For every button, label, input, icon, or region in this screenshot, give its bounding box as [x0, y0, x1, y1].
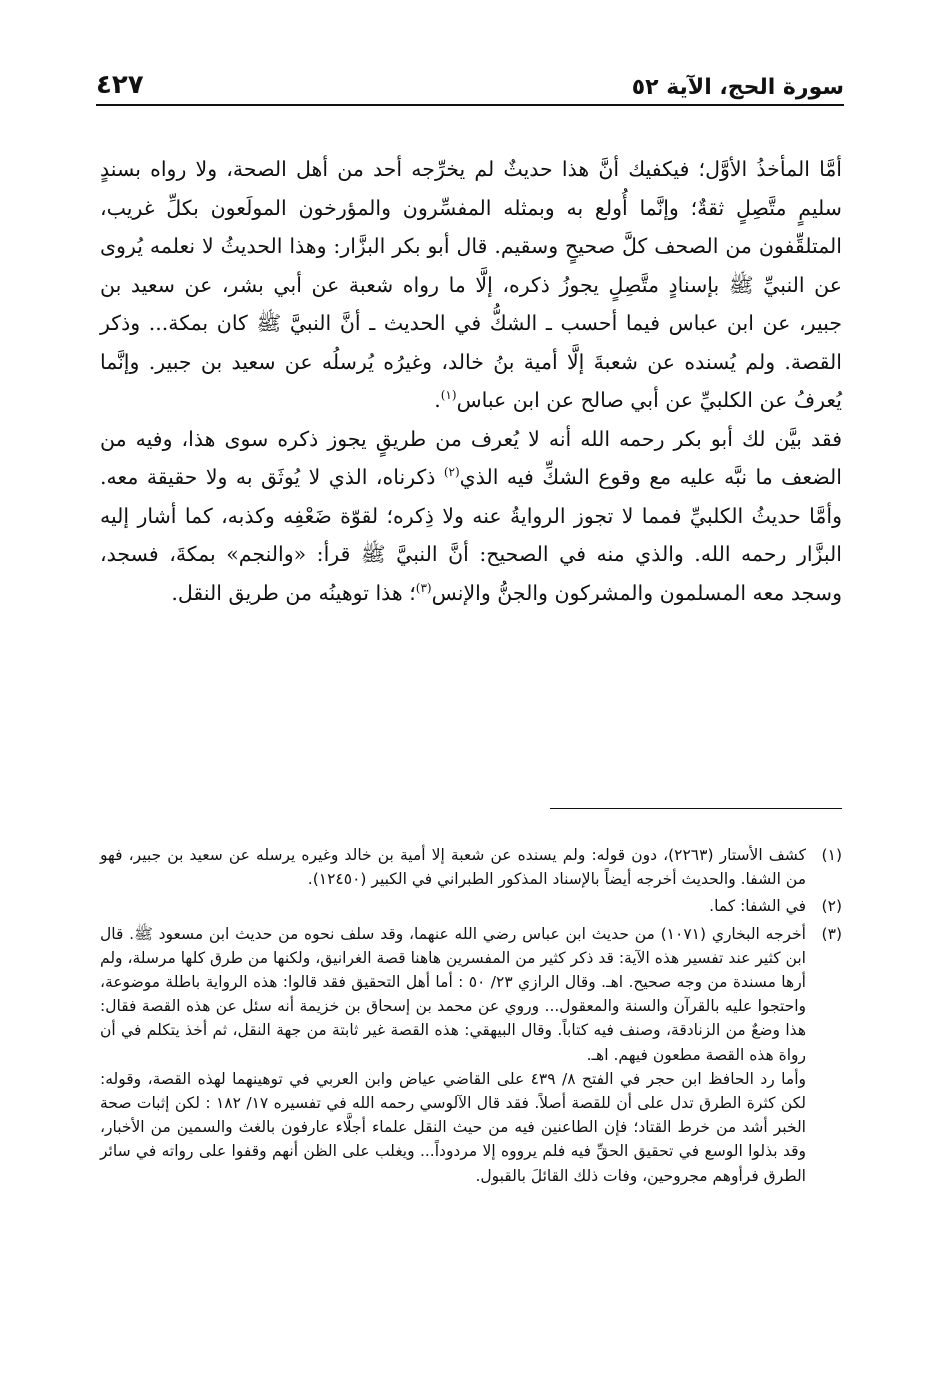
footnote-text: أخرجه البخاري (١٠٧١) من حديث ابن عباس رضي الله عنهما، وقد سلف نحوه من حديث ابن مسعود ﷺ. قال ابن كثير عند تفسير هذه الآية: قد ذكر كثير من المفسرين هاهنا قصة الغرانيق، ولكنها من طرق كلها مرسلة، ولم أرها مسندة من وجه صحيح. اهـ. وقال الرازي ٢٣/ ٥٠ : أما أهل التحقيق فقد قالوا: هذه الرواية باطلة موضوعة، واحتجوا عليه بالقرآن والسنة والمعقول... وروي عن محمد بن إسحاق بن خزيمة أنه سئل عن هذه القصة فقال: هذا وضعٌ من الزنادقة، وصنف فيه كتاباً. وقال البيهقي: هذه القصة غير ثابتة من جهة النقل، ثم أخذ يتكلم في أن رواة هذه القصة مطعون فيهم. اهـ. — [100, 924, 806, 1064]
footnote-separator — [550, 808, 842, 809]
footnote-text: كشف الأستار (٢٢٦٣)، دون قوله: ولم يسنده عن شعبة إلا أمية بن خالد وغيره يرسله عن سعيد بن جبير، فهو من الشفا. والحديث أخرجه أيضاً بالإسناد المذكور الطبراني في الكبير (١٢٤٥٠). — [100, 846, 806, 889]
main-text — [100, 150, 842, 612]
footnote-marker: (٢) — [821, 897, 842, 916]
footnote-marker: (١) — [821, 846, 842, 864]
footnote-2 — [100, 894, 842, 918]
footnote-text: في الشفا: كما. — [709, 897, 806, 916]
footnote-ref-1: (١) — [440, 388, 457, 403]
page-header — [96, 62, 844, 100]
footnote-marker: (٣) — [821, 924, 842, 943]
footnote-ref-3: (٣) — [415, 580, 432, 595]
footnote-3 — [100, 922, 842, 1188]
running-title: سورة الحج، الآية ٥٢ — [631, 75, 844, 100]
footnote-1 — [100, 843, 842, 891]
paragraph-2: فقد بيَّن لك أبو بكر رحمه الله أنه لا يُعرف من طريقٍ يجوز ذكره سوى هذا، وفيه من الضعف ما نبَّه عليه مع وقوع الشكِّ فيه الذي$^{(٢)}$ ذكرناه، الذي لا يُوثَق به ولا حقيقة معه. وأمَّا حديثُ الكلبيِّ فمما لا تجوز الروايةُ عنه ولا ذِكره؛ لقوّة ضَعْفِه وكذبه، كما أشار إليه البزَّار رحمه الله. والذي منه في الصحيح: أنَّ النبيَّ ﷺ قرأ: «والنجم» بمكةَ، فسجد، وسجد معه المسلمون والمشركون والجنُّ والإنس$^{(٣)}$؛ هذا توهينُه من طريق النقل. — [100, 426, 842, 605]
footnotes — [100, 843, 842, 1191]
header-rule — [96, 104, 844, 106]
paragraph-1: أمَّا المأخذُ الأوَّل؛ فيكفيك أنَّ هذا حديثٌ لم يخرِّجه أحد من أهل الصحة، ولا رواه بسندٍ سليمٍ متَّصِلٍ ثقةٌ؛ وإنَّما أُولع به وبمثله المفسِّرون والمؤرخون المولَعون بكلِّ غريب، المتلقِّفون من الصحف كلَّ صحيحٍ وسقيم. قال أبو بكر البزَّار: وهذا الحديثُ لا نعلمه يُروى عن النبيِّ ﷺ بإسنادٍ متَّصِلٍ يجوزُ ذكره، إلَّا ما رواه شعبة عن أبي بشر، عن سعيد بن جبير، عن ابن عباس فيما أحسب ـ الشكُّ في الحديث ـ أنَّ النبيَّ ﷺ كان بمكة... وذكر القصة. ولم يُسنده عن شعبةَ إلَّا أمية بنُ خالد، وغيرُه يُرسلُه عن سعيد بن جبير. وإنَّما يُعرفُ عن الكلبيِّ عن أبي صالح عن ابن عباس$^{(١)}$. — [100, 157, 842, 412]
page-number: ٤٢٧ — [96, 70, 144, 100]
footnote-text: وأما رد الحافظ ابن حجر في الفتح ٨/ ٤٣٩ على القاضي عياض وابن العربي في توهينهما لهذه القصة، وقوله: لكن كثرة الطرق تدل على أن للقصة أصلاً. فقد قال الآلوسي رحمه الله في تفسيره ١٧/ ١٨٢ : لكن إثبات صحة الخبر أشد من خرط القتاد؛ فإن الطاعنين فيه من حيث النقل علماء أجلَّاء عارفون بالغث والسمين من الأخبار، وقد بذلوا الوسع في تحقيق الحقِّ فيه فلم يرووه إلا مردوداً... ويغلب على الظن أنهم وقفوا على رواته في سائر الطرق فرأوهم مجروحين، وفات ذلك القائلَ بالقبول. — [100, 1069, 806, 1185]
footnote-ref-2: (٢) — [443, 465, 460, 480]
